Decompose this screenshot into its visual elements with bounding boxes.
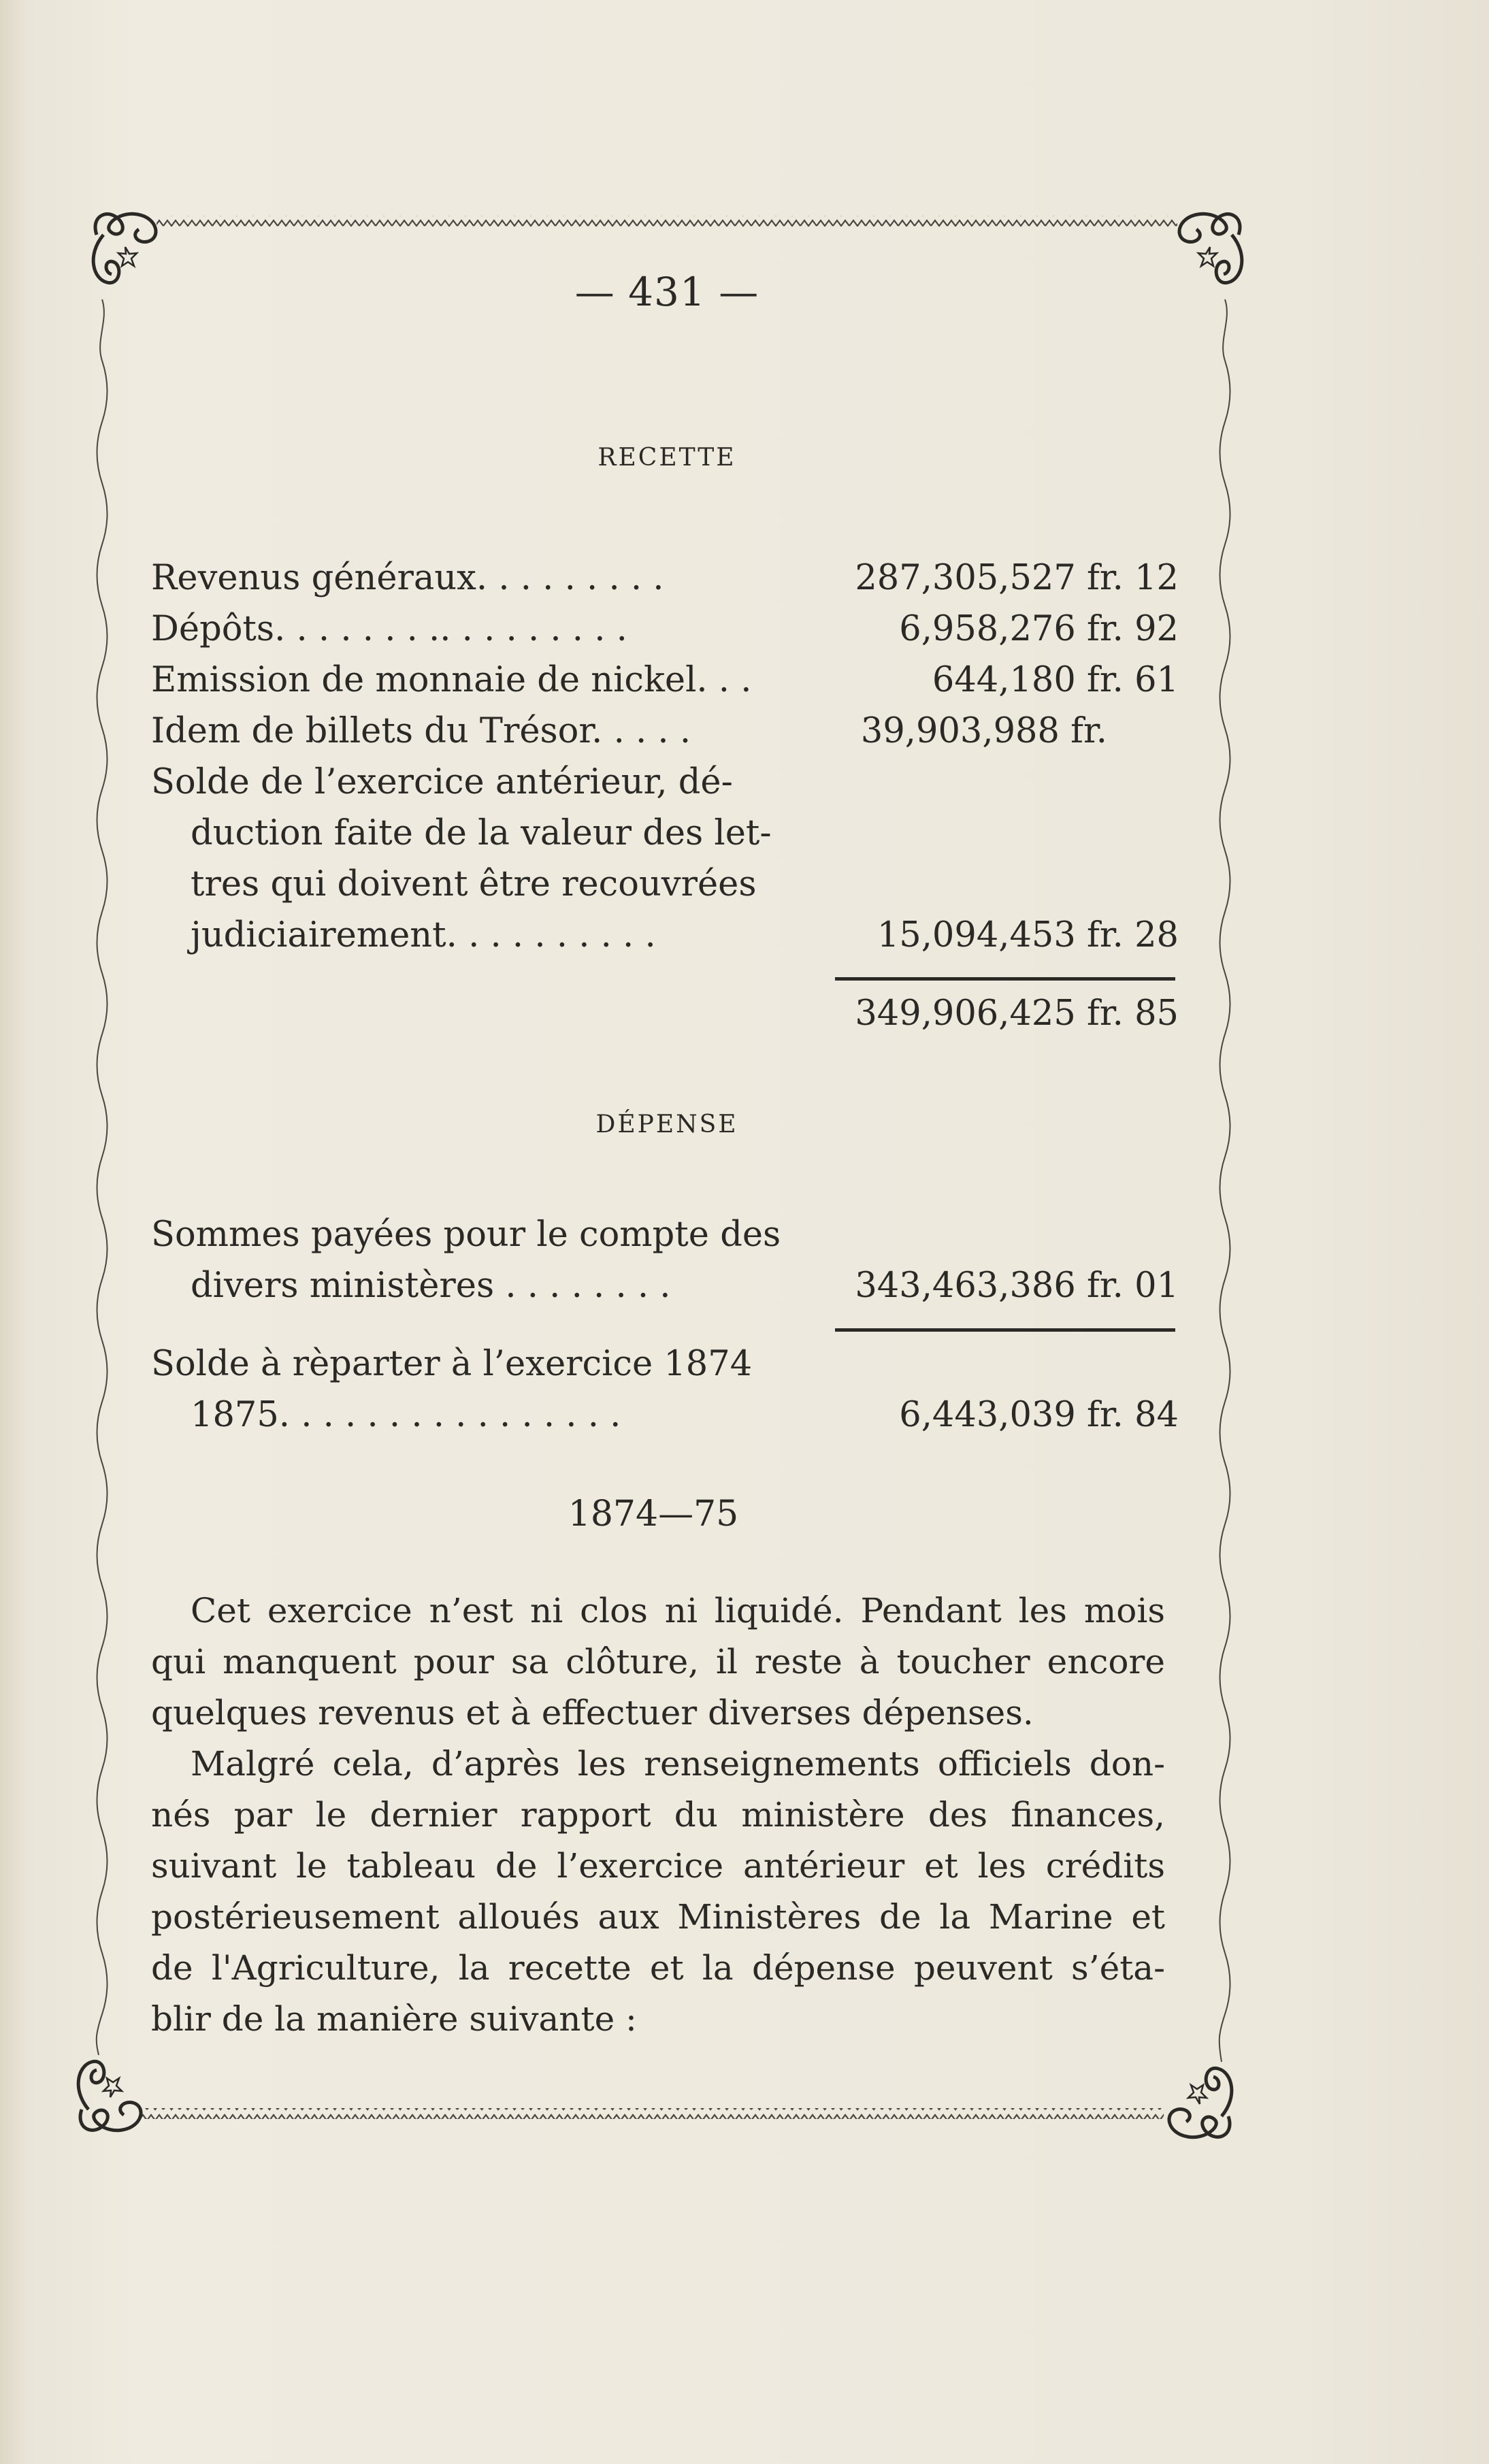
recette-label: Revenus généraux. . . . . . . . .: [151, 558, 664, 598]
recette-row: [151, 757, 1179, 808]
recette-row: [151, 655, 1179, 706]
recette-label: duction faite de la valeur des let-: [191, 813, 772, 853]
text-line: Cet exercice n’est ni clos ni liquidé. Pendant les mois: [191, 1591, 1165, 1630]
recette-row: [151, 604, 1179, 655]
depense-heading: DÉPENSE: [595, 1111, 738, 1138]
text-line: Malgré cela, d’après les renseignements officiels don-: [191, 1744, 1165, 1784]
subtotal-rule: [835, 1328, 1175, 1332]
recette-amount: 39,903,988 fr.: [860, 711, 1107, 751]
depense-label: Solde à rèparter à l’exercice 1874: [151, 1344, 753, 1384]
depense-amount: 6,443,039 fr. 84: [899, 1395, 1179, 1435]
depense-label: divers ministères . . . . . . . .: [191, 1266, 671, 1306]
recette-row: [151, 859, 1179, 910]
total-rule: [835, 977, 1175, 981]
recette-label: Emission de monnaie de nickel. . .: [151, 660, 752, 700]
page-number: — 431 —: [574, 269, 759, 315]
recette-row: [151, 706, 1179, 757]
depense-label: 1875. . . . . . . . . . . . . . . .: [191, 1395, 621, 1435]
depense-row: [151, 1209, 1179, 1260]
recette-row: [151, 910, 1179, 961]
recette-heading: RECETTE: [598, 444, 736, 472]
recette-row: [151, 808, 1179, 859]
year-heading: 1874—75: [568, 1494, 739, 1534]
recette-amount: 15,094,453 fr. 28: [877, 915, 1179, 955]
recette-label: Idem de billets du Trésor. . . . .: [151, 711, 691, 751]
recette-row: [151, 553, 1179, 604]
depense-row: [151, 1338, 1179, 1390]
text-line: postérieusement alloués aux Ministères de la Marine et: [151, 1897, 1165, 1937]
recette-amount: 6,958,276 fr. 92: [899, 609, 1179, 649]
recette-label: judiciairement. . . . . . . . . .: [191, 915, 656, 955]
depense-row: [151, 1390, 1179, 1441]
depense-amount: 343,463,386 fr. 01: [855, 1266, 1179, 1306]
recette-total: 349,906,425 fr. 85: [855, 993, 1179, 1034]
recette-amount: 287,305,527 fr. 12: [855, 558, 1179, 598]
recette-amount: 644,180 fr. 61: [932, 660, 1179, 700]
text-line: blir de la manière suivante :: [151, 1999, 637, 2039]
recette-total-row: [151, 988, 1179, 1039]
paragraph-1: [151, 1586, 1165, 1739]
paragraph-2: [151, 1739, 1165, 2045]
text-line: quelques revenus et à effectuer diverses dépenses.: [151, 1693, 1034, 1732]
recette-label: Dépôts. . . . . . . .. . . . . . . . .: [151, 609, 627, 649]
depense-label: Sommes payées pour le compte des: [151, 1215, 781, 1255]
text-line: qui manquent pour sa clôture, il reste à toucher encore: [151, 1642, 1165, 1681]
recette-label: Solde de l’exercice antérieur, dé-: [151, 762, 733, 802]
recette-label: tres qui doivent être recouvrées: [191, 864, 757, 904]
depense-row: [151, 1260, 1179, 1311]
text-line: de l'Agriculture, la recette et la dépense peuvent s’éta-: [151, 1948, 1165, 1988]
text-line: nés par le dernier rapport du ministère des finances,: [151, 1795, 1165, 1835]
text-line: suivant le tableau de l’exercice antérieur et les crédits: [151, 1846, 1165, 1886]
